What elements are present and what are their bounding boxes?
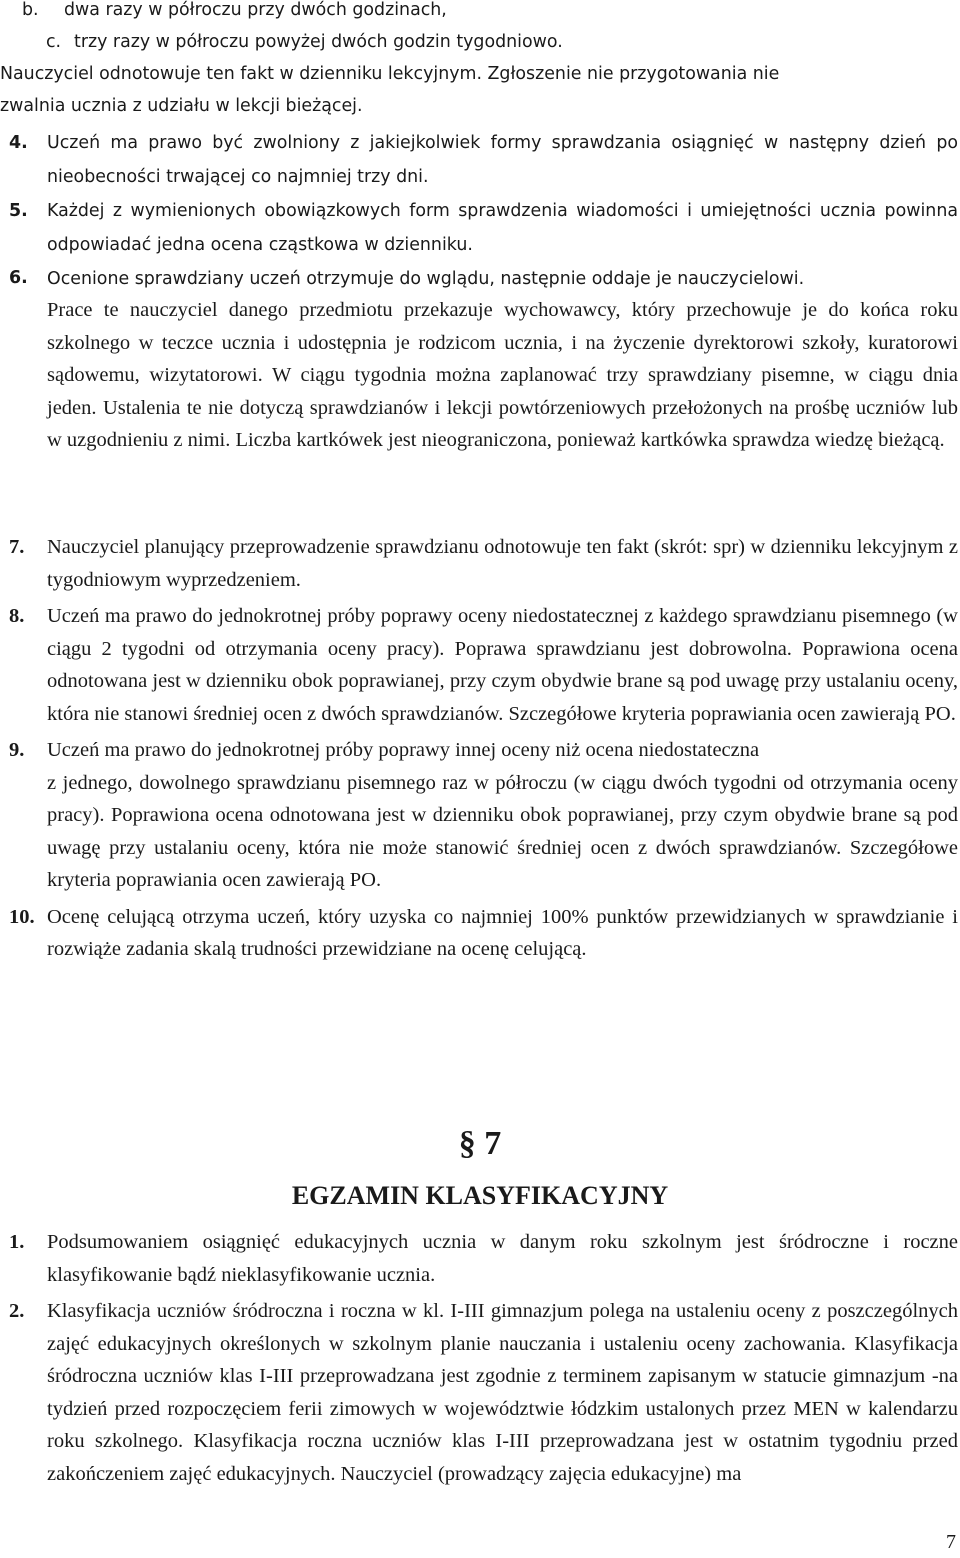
section-title: EGZAMIN KLASYFIKACYJNY	[291, 1181, 669, 1210]
list-item-10	[0, 901, 958, 966]
section-number: § 7	[458, 1125, 502, 1162]
list-item-text: Klasyfikacja uczniów śródroczna i roczna w kl. I-III gimnazjum polega na ustaleniu oceny z poszczególnych zajęć edukacyjnych określonych w szkolnym planie nauczania i ustaleniu oceny zachowania. Klasyfikacja śródroczna uczniów klas I-III przeprowadzana jest zgodnie z terminem zapisanym w statucie gimnazjum -na tydzień przed rozpoczęciem ferii zimowych w województwie łódzkim ustalonych przez MEN w kalendarzu roku szkolnego. Klasyfikacja roczna uczniów klas I-III przeprowadzana jest w ostatnim tygodniu przed zakończeniem zajęć edukacyjnych. Nauczyciel (prowadzący zajęcia edukacyjne) ma	[47, 1300, 958, 1485]
numbered-list-a	[0, 126, 958, 457]
list-number: 10.	[9, 905, 35, 928]
list-number: 9.	[9, 739, 25, 761]
list-item-7	[0, 531, 958, 596]
list-item-8	[0, 600, 958, 730]
note-paragraph	[0, 58, 960, 122]
list-item-6	[0, 262, 958, 457]
page-number: 7	[946, 1531, 956, 1553]
list-number: 7.	[9, 536, 25, 558]
subitem-letter: c.	[46, 32, 62, 52]
list-subitem-c	[0, 26, 960, 58]
list-number: 8.	[9, 605, 25, 627]
list-item-lead-text: Ocenione sprawdziany uczeń otrzymuje do wglądu, następnie oddaje je nauczycielowi.	[47, 269, 805, 289]
list-number: 2.	[9, 1300, 25, 1322]
list-number: 5.	[9, 201, 28, 221]
list-item-4	[0, 126, 958, 194]
section-heading	[0, 1122, 960, 1216]
numbered-list-b	[0, 1226, 958, 1490]
list-item-text: z jednego, dowolnego sprawdzianu pisemnego raz w półroczu (w ciągu dwóch tygodni od otrzymania oceny pracy). Poprawiona ocena odnotowana jest w dzienniku obok poprawianej, przy czym obydwie brane są pod uwagę przy ustalaniu oceny, która nie może stanowić średniej ocen z dwóch sprawdzianów. Szczegółowe kryteria poprawiania ocen zawierają PO.	[47, 771, 958, 891]
list-item-text: Uczeń ma prawo do jednokrotnej próby poprawy oceny niedostatecznej z każdego sprawdzianu pisemnego (w ciągu 2 tygodni od otrzymania oceny pracy). Poprawa sprawdzianu jest dobrowolna. Poprawiona ocena odnotowana jest w dzienniku obok poprawianej, przy czym obydwie brane są pod uwagę przy ustalaniu oceny, która nie stanowi średniej ocen z dwóch sprawdzianów. Szczegółowe kryteria poprawiania ocen zawierają PO.	[47, 605, 958, 725]
list-item-1	[0, 1226, 958, 1291]
list-number: 1.	[9, 1231, 25, 1253]
list-item-text: Prace te nauczyciel danego przedmiotu przekazuje wychowawcy, który przechowuje je do końca roku szkolnego w teczce ucznia i udostępnia je rodzicom ucznia, i na życzenie dyrektorowi szkoły, kuratorowi sądowemu, wizytatorowi. W ciągu tygodnia można zaplanować trzy sprawdziany pisemne, w ciągu dnia jeden. Ustalenia te nie dotyczą sprawdzianów i lekcji powtórzeniowych przełożonych na prośbę uczniów lub w uzgodnieniu z nimi. Liczba kartkówek jest nieograniczona, ponieważ kartkówka sprawdza wiedzę bieżącą.	[47, 299, 958, 451]
note-line: Nauczyciel odnotowuje ten fakt w dzienniku lekcyjnym. Zgłoszenie nie przygotowania nie	[0, 64, 780, 84]
list-item-text: Każdej z wymienionych obowiązkowych form sprawdzenia wiadomości i umiejętności ucznia powinna odpowiadać jedna ocena cząstkowa w dzienniku.	[47, 201, 958, 255]
list-item-text: Ocenę celującą otrzyma uczeń, który uzyska co najmniej 100% punktów przewidzianych w sprawdzianie i rozwiąże zadania skalą trudności przewidziane na ocenę celującą.	[47, 905, 958, 960]
note-line: zwalnia ucznia z udziału w lekcji bieżącej.	[0, 96, 363, 116]
subitem-text: dwa razy w półroczu przy dwóch godzinach,	[64, 0, 447, 20]
numbered-list-a-cont	[0, 531, 958, 966]
list-subitem-b	[0, 0, 960, 26]
top-continuation	[0, 0, 960, 122]
list-item-9	[0, 734, 958, 897]
list-item-text: Uczeń ma prawo być zwolniony z jakiejkolwiek formy sprawdzania osiągnięć w następny dzień po nieobecności trwającej co najmniej trzy dni.	[47, 133, 958, 187]
list-item-2	[0, 1295, 958, 1490]
list-item-5	[0, 194, 958, 262]
list-number: 6.	[9, 268, 28, 288]
list-item-first-line: Uczeń ma prawo do jednokrotnej próby poprawy innej oceny niż ocena niedostateczna	[47, 739, 760, 761]
list-item-text: Podsumowaniem osiągnięć edukacyjnych ucznia w danym roku szkolnym jest śródroczne i roczne klasyfikowanie bądź nieklasyfikowanie ucznia.	[47, 1231, 958, 1286]
list-number: 4.	[9, 133, 28, 153]
subitem-letter: b.	[22, 0, 39, 20]
subitem-text: trzy razy w półroczu powyżej dwóch godzin tygodniowo.	[74, 32, 563, 52]
list-item-text: Nauczyciel planujący przeprowadzenie sprawdzianu odnotowuje ten fakt (skrót: spr) w dzienniku lekcyjnym z tygodniowym wyprzedzeniem.	[47, 536, 958, 591]
